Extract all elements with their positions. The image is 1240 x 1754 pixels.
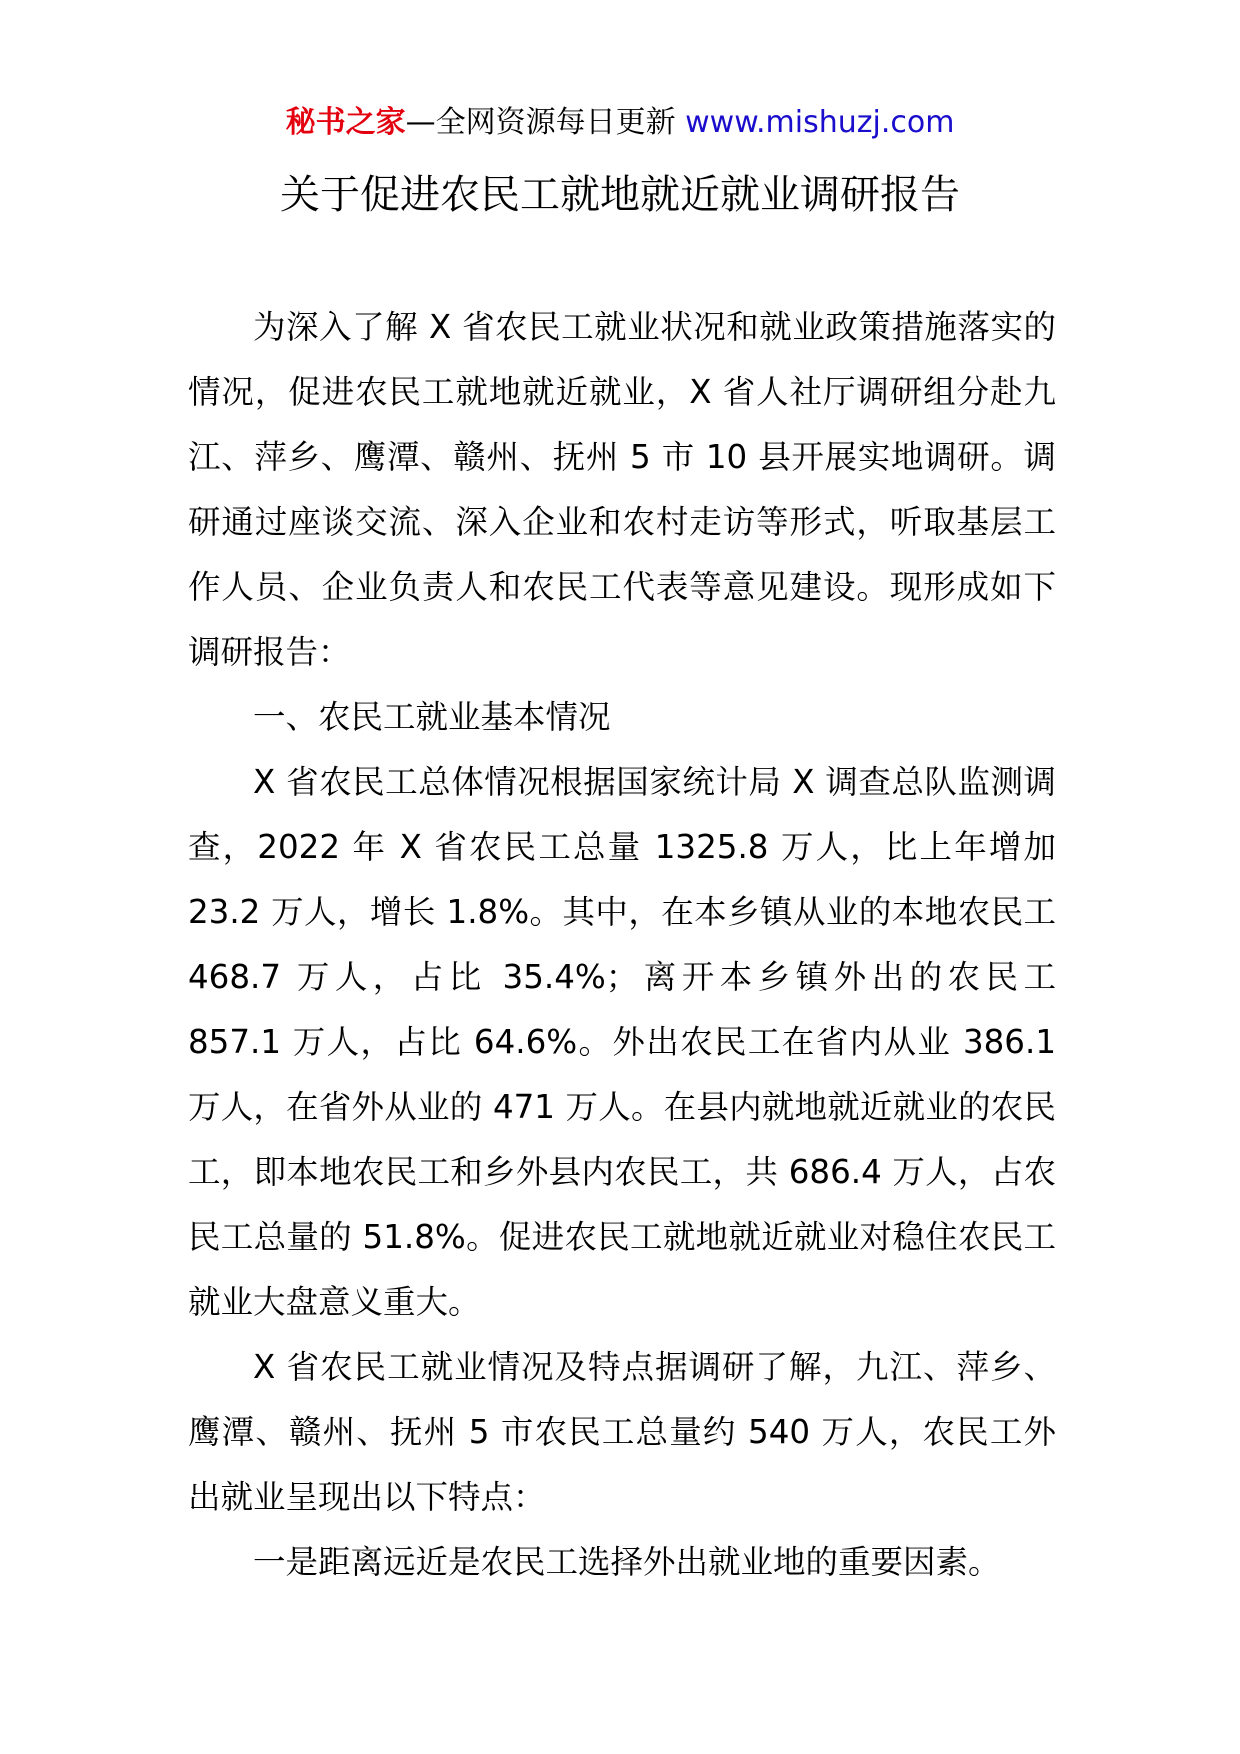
site-brand: 秘书之家: [285, 105, 406, 140]
paragraph-intro: 为深入了解 X 省农民工就业状况和就业政策措施落实的情况，促进农民工就地就近就业，X 省人社厅调研组分赴九江、萍乡、鹰潭、赣州、抚州 5 市 10 县开展实地调研。调研通过座谈交流、深入企业和农村走访等形式，听取基层工作人员、企业负责人和农民工代表等意见建设。现形成如下调研报告：: [188, 308, 1056, 671]
document-title: 关于促进农民工就地就近就业调研报告: [280, 172, 960, 218]
document-body: [188, 295, 1056, 1595]
paragraph-employment-features: X 省农民工就业情况及特点据调研了解，九江、萍乡、鹰潭、赣州、抚州 5 市农民工总量约 540 万人，农民工外出就业呈现出以下特点：: [188, 1348, 1056, 1516]
site-tagline: —全网资源每日更新: [405, 105, 686, 140]
paragraph-point-1: 一是距离远近是农民工选择外出就业地的重要因素。: [253, 1543, 1001, 1581]
section-heading-1: 一、农民工就业基本情况: [253, 698, 611, 736]
site-header: [0, 100, 1240, 146]
paragraph-overall-situation: X 省农民工总体情况根据国家统计局 X 调查总队监测调查，2022 年 X 省农民工总量 1325.8 万人，比上年增加 23.2 万人，增长 1.8%。其中，在本乡镇从业的本地农民工 468.7 万人，占比 35.4%；离开本乡镇外出的农民工 857.1 万人，占比 64.6%。外出农民工在省内从业 386.1 万人，在省外从业的 471 万人。在县内就地就近就业的农民工，即本地农民工和乡外县内农民工，共 686.4 万人，占农民工总量的 51.8%。促进农民工就地就近就业对稳住农民工就业大盘意义重大。: [188, 763, 1056, 1321]
site-url-link[interactable]: www.mishuzj.com: [685, 105, 955, 140]
